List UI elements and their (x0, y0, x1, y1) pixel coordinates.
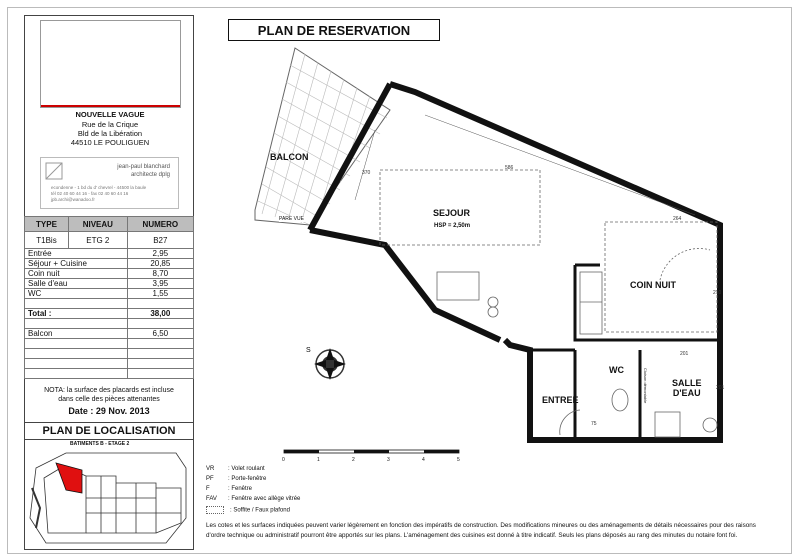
dim-201-a: 201 (680, 351, 689, 357)
room-label: Séjour + Cuisine (25, 259, 128, 269)
scale-tick: 5 (457, 457, 460, 463)
scale-tick: 1 (317, 457, 320, 463)
table-row (25, 359, 194, 369)
legend-text: : Fenêtre avec allège vitrée (228, 496, 301, 502)
room-label: Coin nuit (25, 269, 128, 279)
scale-tick: 4 (422, 457, 425, 463)
nota-line-1: NOTA: la surface des placards est incluse (44, 387, 174, 394)
disclaimer-line-1: Les cotes et les surfaces indiquées peuvent varier légèrement en fonction des impératifs de construction. Des modifications mineures ou des aménagements de détails nécessaires pour des raisons (206, 522, 756, 529)
table-row (25, 339, 194, 349)
nota-line-2: dans celle des pièces attenantes (58, 396, 160, 403)
scale-tick: 2 (352, 457, 355, 463)
table-row (25, 289, 194, 299)
room-area: 2,95 (127, 249, 193, 259)
lot-table-header (25, 217, 194, 232)
room-area: 20,85 (127, 259, 193, 269)
balcon-label: Balcon (25, 329, 128, 339)
table-row (25, 269, 194, 279)
legend-item (206, 476, 266, 482)
soffite-swatch-icon (206, 506, 224, 514)
dim-75: 75 (591, 421, 597, 427)
room-area: 3,95 (127, 279, 193, 289)
localisation-subtitle: BATIMENTS B - ETAGE 2 (70, 441, 130, 447)
balcon-value: 6,50 (127, 329, 193, 339)
legend-text: : Volet roulant (228, 466, 265, 472)
nota-block (25, 386, 193, 404)
pare-vue-label: PARE VUE (279, 216, 304, 222)
legend-item (206, 466, 265, 472)
legend-code: F (206, 486, 210, 492)
scale-ticks (282, 457, 467, 467)
value-niveau: ETG 2 (68, 232, 127, 249)
svg-text:S: S (306, 347, 311, 354)
total-label: Total : (25, 309, 128, 319)
table-row (25, 369, 194, 379)
salle-eau-label-1: SALLE (672, 378, 702, 388)
dim-370: 370 (362, 170, 371, 176)
room-entree: ENTREE (542, 395, 579, 405)
value-type: T1Bis (25, 232, 69, 249)
compass-icon (300, 340, 360, 390)
scale-tick: 3 (387, 457, 390, 463)
table-row (25, 249, 194, 259)
legend-code: PF (206, 476, 214, 482)
table-row (25, 259, 194, 269)
room-label: Entrée (25, 249, 128, 259)
architect-logo-icon (45, 162, 63, 180)
room-area: 8,70 (127, 269, 193, 279)
header-type: TYPE (25, 217, 69, 232)
location-map (26, 448, 192, 548)
room-balcon: BALCON (270, 152, 309, 162)
room-wc: WC (609, 365, 624, 375)
plan-title: PLAN DE RESERVATION (228, 19, 440, 41)
architect-block (40, 157, 179, 209)
legend-text: : Fenêtre (228, 486, 253, 492)
promoter-name: NOUVELLE VAGUE (75, 110, 145, 119)
room-label: WC (25, 289, 128, 299)
value-numero: B27 (127, 232, 193, 249)
table-row (25, 319, 194, 329)
logo-area (40, 20, 181, 108)
room-salle-eau (672, 378, 702, 398)
interior-walls (530, 265, 720, 440)
legend-code: FAV (206, 496, 217, 502)
promoter-address-3: 44510 LE POULIGUEN (70, 138, 150, 147)
legend-text: : Soffite / Faux plafond (230, 507, 290, 514)
legend-code: VR (206, 466, 215, 472)
cloison-label: Cloison démontable (643, 368, 648, 404)
total-row (25, 309, 194, 319)
architect-name: jean-paul blanchard (117, 164, 170, 170)
legend-text: : Porte-fenêtre (228, 476, 267, 482)
table-row (25, 279, 194, 289)
ceiling-height: HSP = 2,50m (434, 223, 471, 229)
table-row (25, 299, 194, 309)
table-row (25, 349, 194, 359)
lot-highlight (56, 463, 82, 493)
disclaimer (206, 521, 781, 541)
lot-table (24, 216, 194, 379)
architect-email: jpb.archi@wanadoo.fr (51, 197, 95, 202)
scale-tick: 0 (282, 457, 285, 463)
promoter-address-1: Rue de la Crique (81, 120, 139, 129)
legend-item (206, 496, 300, 502)
promoter-address-2: Bld de la Libération (77, 129, 143, 138)
dim-210: 210 (713, 290, 722, 296)
total-value: 38,00 (127, 309, 193, 319)
dimension-586-line (425, 115, 695, 215)
room-label: Salle d'eau (25, 279, 128, 289)
legend-item (206, 506, 290, 514)
salle-eau-label-2: D'EAU (672, 388, 701, 398)
dim-264: 264 (673, 216, 682, 222)
lot-table-values (25, 232, 194, 249)
plan-date: Date : 29 Nov. 2013 (68, 406, 150, 416)
header-niveau: NIVEAU (68, 217, 127, 232)
dim-586: 586 (505, 165, 514, 171)
room-coin-nuit: COIN NUIT (630, 280, 676, 290)
localisation-title: PLAN DE LOCALISATION (25, 422, 193, 440)
legend-item (206, 486, 252, 492)
balcon-row (25, 329, 194, 339)
room-area: 1,55 (127, 289, 193, 299)
architect-contact (51, 185, 146, 203)
header-numero: NUMERO (127, 217, 193, 232)
balcony-area (255, 48, 390, 225)
architect-phone: tél 02 40 60 44 16 - fax 02 40 60 44 16 (51, 191, 129, 196)
room-sejour: SEJOUR (433, 208, 471, 218)
architect-address: econdenne - 1 bd du d' chevrel - 44500 la baule (51, 185, 147, 190)
disclaimer-line-2: d'ordre technique ou administratif pourront être apportés sur les plans. L'aménagement des cuisines est donné à titre indicatif. Seuls les plans déposés au rang des minutes du notaire font foi. (206, 532, 738, 539)
dim-201-b: 201 (716, 385, 725, 391)
logo-underline (41, 105, 180, 107)
architect-title: architecte dplg (130, 172, 170, 178)
